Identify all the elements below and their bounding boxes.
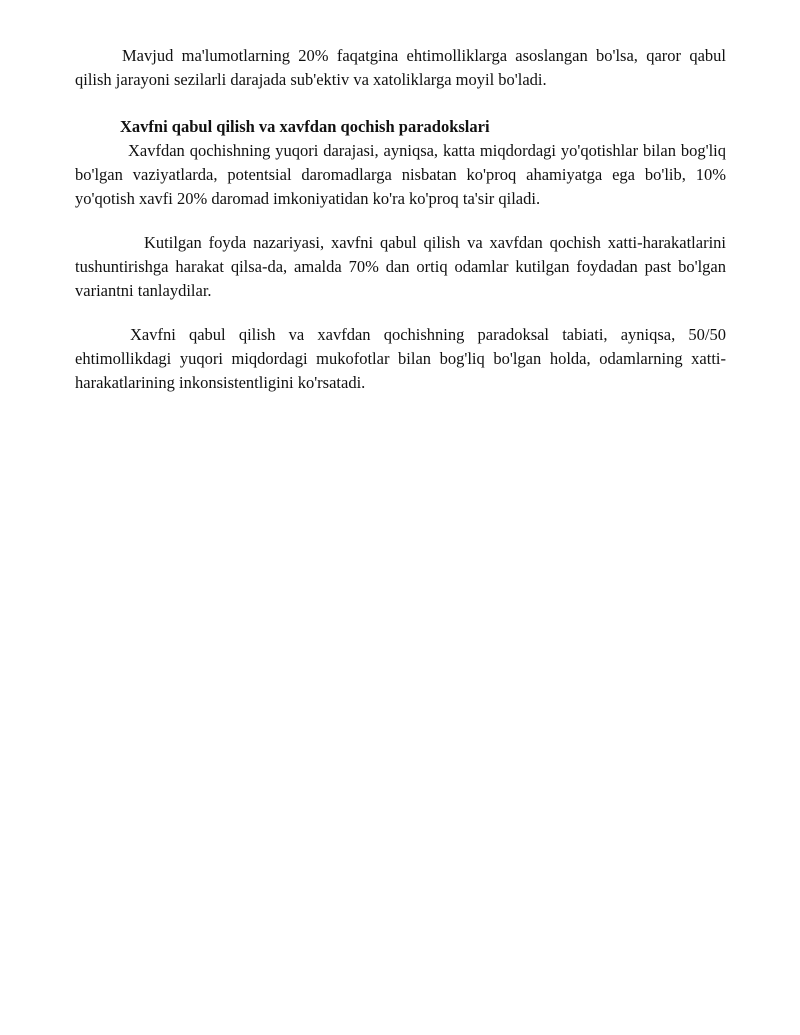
paragraph-expected-utility: Kutilgan foyda nazariyasi, xavfni qabul qilish va xavfdan qochish xatti-harakatlarini tushuntirishga harakat qilsa-da, amalda 70% dan ortiq odamlar kutilgan foydadan past bo'lgan variantni tanlaydilar. xyxy=(75,233,726,300)
paragraph-paradox: Xavfni qabul qilish va xavfdan qochishning paradoksal tabiati, ayniqsa, 50/50 ehtimollikdagi yuqori miqdordagi mukofotlar bilan bog'liq bo'lgan holda, odamlarning xatti-harakatlarining inkonsistentligini ko'rsatadi. xyxy=(75,325,726,392)
paragraph-intro: Mavjud ma'lumotlarning 20% faqatgina ehtimolliklarga asoslangan bo'lsa, qaror qabul qilish jarayoni sezilarli darajada sub'ektiv va xatoliklarga moyil bo'ladi. xyxy=(75,46,726,89)
section-heading: Xavfni qabul qilish va xavfdan qochish paradokslari xyxy=(120,117,490,136)
paragraph-risk-aversion: Xavfdan qochishning yuqori darajasi, ayniqsa, katta miqdordagi yo'qotishlar bilan bog'liq bo'lgan vaziyatlarda, potentsial daromadlarga nisbatan ko'proq ahamiyatga ega bo'lib, 10% yo'qotish xavfi 20% daromad imkoniyatidan ko'ra ko'proq ta'sir qiladi. xyxy=(75,141,726,208)
document-page xyxy=(75,44,726,395)
